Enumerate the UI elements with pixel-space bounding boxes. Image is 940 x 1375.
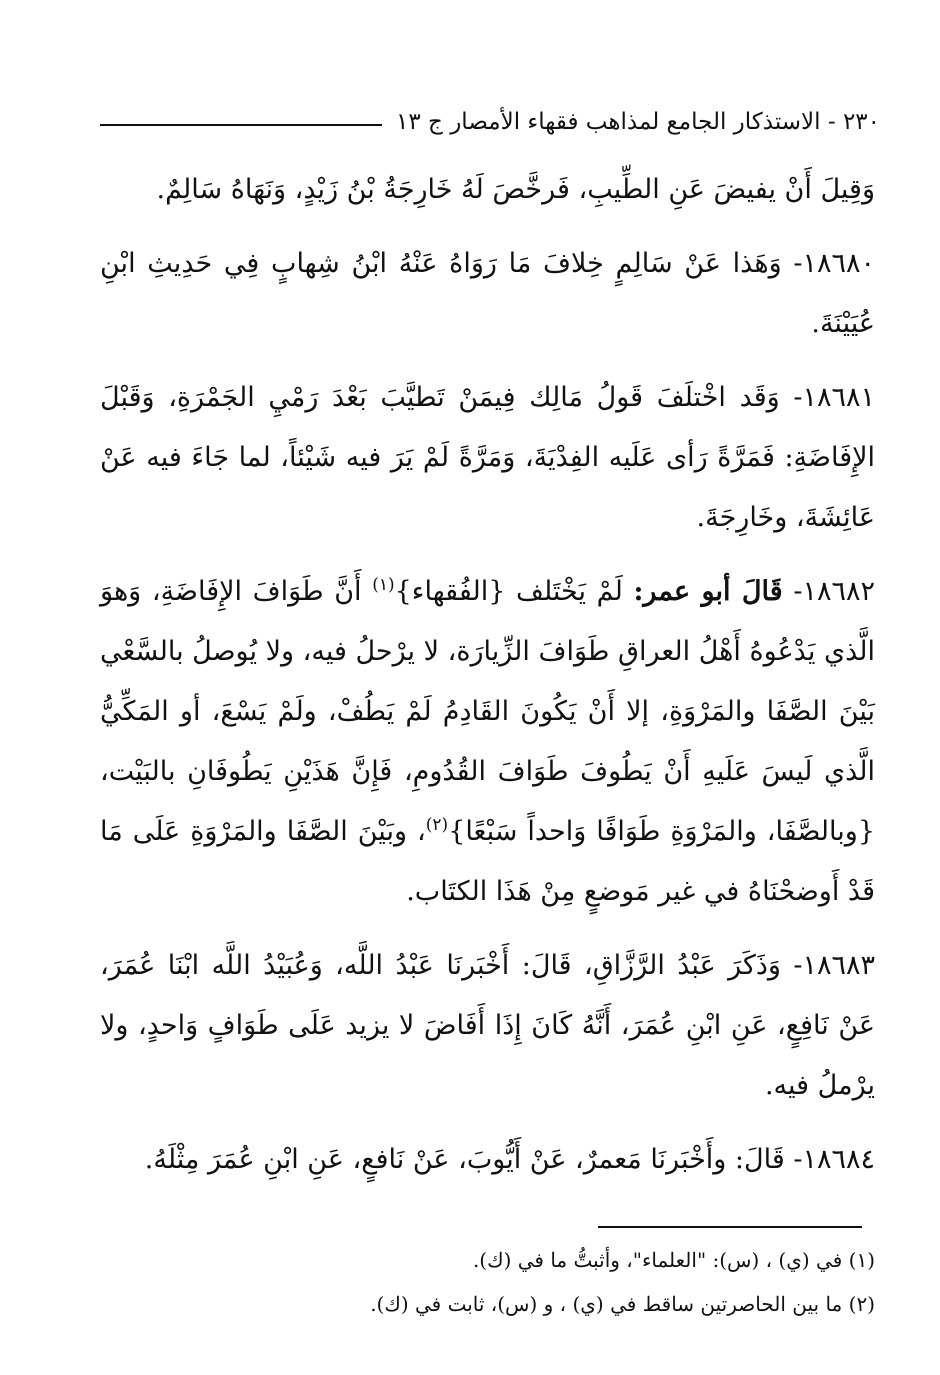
running-header [100, 102, 880, 142]
paragraph-18683: ١٨٦٨٣- وَذَكَرَ عَبْدُ الرَّزَّاقِ، قَالَ: أَخْبَرنَا عَبْدُ اللَّه، وَعُبَيْدُ اللَّه ابْنَا عُمَرَ، عَنْ نَافِعٍ، عَنِ ابْنِ عُمَرَ، أَنَّهُ كَانَ إِذَا أَفَاضَ لا يزيد عَلَى طَوَافٍ وَاحدٍ، ولا يرْملُ فيه. [100, 950, 875, 1101]
header-rule [100, 124, 382, 126]
footnote-ref-2[interactable]: (٢) [425, 815, 449, 835]
paragraph-18682 [100, 562, 875, 922]
footnote-1: (١) في (ي) ، (س): "العلماء"، وأثبتُّ ما في (ك). [472, 1248, 875, 1272]
paragraph-number: ١٨٦٨٢- [793, 576, 875, 607]
paragraph-text: ، وبَيْنَ الصَّفَا والمَرْوَةِ عَلَى مَا قَدْ أَوضحْنَاهُ في غير مَوضعٍ مِنْ هَذَا الكتَاب. [100, 816, 875, 907]
footnote-ref-1[interactable]: (١) [372, 575, 395, 595]
footnote-2: (٢) ما بين الحاصرتين ساقط في (ي) ، و (س)، ثابت في (ك). [370, 1292, 875, 1316]
paragraph-18680: ١٨٦٨٠- وَهَذا عَنْ سَالِمٍ خِلافَ مَا رَوَاهُ عَنْهُ ابْنُ شِهابٍ فِي حَدِيثِ ابْنِ عُيَيْنَةَ. [100, 248, 875, 339]
footnotes [160, 1238, 875, 1326]
running-header-text: ٢٣٠ - الاستذكار الجامع لمذاهب فقهاء الأمصار ج ١٣ [396, 109, 880, 135]
paragraph-18681: ١٨٦٨١- وَقَد اخْتلَفَ قَولُ مَالِك فِيمَنْ تَطيَّبَ بَعْدَ رَمْيِ الجَمْرَةِ، وَقَبْلَ الإِفَاضَةِ: فَمَرَّةً رَأى عَلَيه الفِدْيَةَ، وَمَرَّةً لَمْ يَرَ فيه شَيْئاً، لما جَاءَ فيه عَنْ عَائِشَةَ، وخَارِجَةَ. [100, 382, 875, 533]
speaker-lead: قَالَ أبو عمر: [633, 576, 783, 607]
paragraph: وَقِيلَ أَنْ يفيضَ عَنِ الطِّيبِ، فَرخَّصَ لَهُ خَارِجَةُ بْنُ زَيْدٍ، وَنَهَاهُ سَالِمٌ. [156, 174, 875, 205]
main-text [100, 160, 875, 1204]
paragraph-text: لَمْ يَخْتَلف {الفُقهاء} [394, 576, 623, 607]
paragraph-text: أَنَّ طَوَافَ الإِفَاضَةِ، وَهوَ الَّذي يَدْعُوهُ أَهْلُ العراقِ طَوَافَ الزِّيارَة، لا يرْحلُ فيه، ولا يُوصلُ بالسَّعْي بَيْنَ الصَّفَا والمَرْوَةِ، إلا أَنْ يَكُونَ القَادِمُ لَمْ يَطُفْ، ولَمْ يَسْعَ، أو المَكِّيُّ الَّذي لَيسَ عَلَيهِ أَنْ يَطُوفَ طَوَافَ القُدُومِ، فَإِنَّ هَذَيْنِ يَطُوفَانِ بالبَيْت، {وبالصَّفَا، والمَرْوَةِ طَوَافًا وَاحداً سَبْعًا} [100, 576, 875, 847]
footnote-rule [598, 1226, 862, 1228]
paragraph-18684: ١٨٦٨٤- قَالَ: وأَخْبَرنَا مَعمرٌ، عَنْ أَيُّوبَ، عَنْ نَافعٍ، عَنِ ابْنِ عُمَرَ مِثْلَهُ. [144, 1144, 875, 1175]
